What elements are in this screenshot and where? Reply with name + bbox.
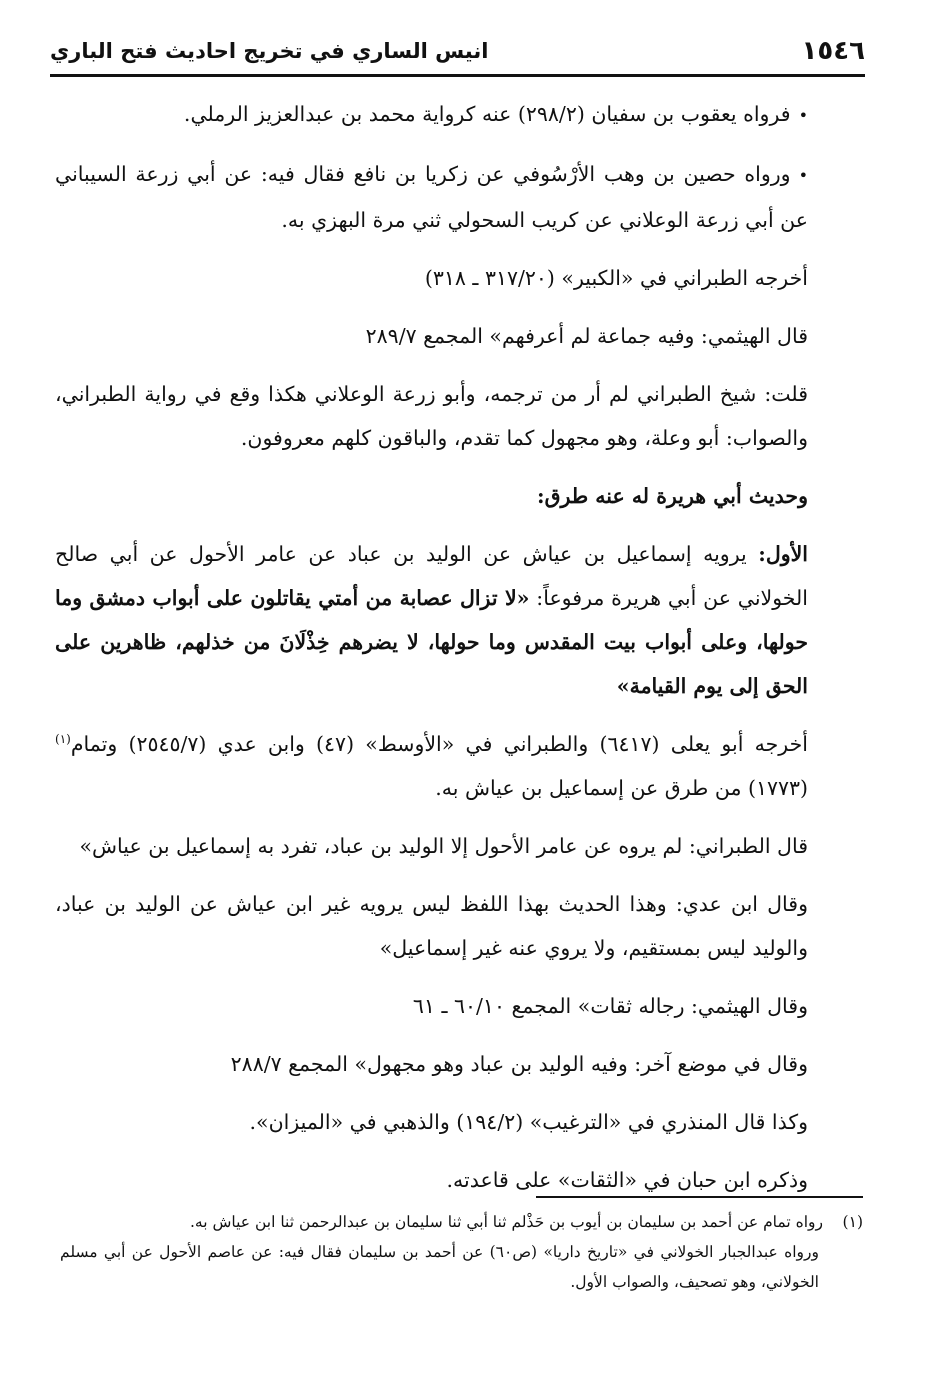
paragraph-takhrij (55, 722, 863, 810)
paragraph-husayn-riwaya (55, 152, 863, 242)
paragraph-first-route (55, 532, 863, 708)
footnote-1-first-line (60, 1207, 863, 1237)
paragraph-tabarani-comment: قال الطبراني: لم يروه عن عامر الأحول إلا الوليد بن عباد، تفرد به إسماعيل بن عياش» (79, 834, 808, 858)
page-number: ١٥٤٦ (801, 36, 865, 66)
footnotes (60, 1207, 863, 1297)
main-text (55, 92, 863, 1216)
route-label: الأول: (758, 542, 808, 566)
page-header (50, 30, 865, 72)
paragraph-text: يرويه إسماعيل بن عياش عن الوليد بن عباد عن عامر الأحول عن أبي صالح الخولاني عن أبي هريرة مرفوعاً: (55, 542, 808, 610)
footnote-1-continuation: ورواه عبدالجبار الخولاني في «تاريخ داريا» (ص٦٠) عن أحمد بن سليمان فقال فيه: عن عاصم الأحول عن أبي مسلم الخولاني، وهو تصحيف، والصواب الأول. (60, 1243, 819, 1291)
paragraph-text: ورواه حصين بن وهب الأرْسُوفي عن زكريا بن نافع فقال فيه: عن أبي زرعة السيباني عن أبي زرعة الوعلاني عن كريب السحولي ثني مرة البهزي به. (55, 162, 808, 232)
footnote-number: (١) (842, 1213, 863, 1231)
paragraph-ibn-hibban: وذكره ابن حبان في «الثقات» على قاعدته. (446, 1168, 808, 1192)
paragraph-mundhiri: وكذا قال المنذري في «الترغيب» (١٩٤/٢) والذهبي في «الميزان». (249, 1110, 808, 1134)
paragraph-text: (١٧٧٣) من طرق عن إسماعيل بن عياش به. (435, 776, 808, 800)
header-rule (50, 74, 865, 77)
paragraph-tabarani-kabir: أخرجه الطبراني في «الكبير» (٣١٧/٢٠ ـ ٣١٨) (424, 266, 808, 290)
footnote-ref[interactable]: (١) (55, 732, 71, 747)
paragraph-haythami-3: وقال في موضع آخر: وفيه الوليد بن عباد وهو مجهول» المجمع ٢٨٨/٧ (230, 1052, 808, 1076)
paragraph-ibn-adi: وقال ابن عدي: وهذا الحديث بهذا اللفظ ليس يرويه غير ابن عياش عن الوليد بن عباد، والوليد ليس بمستقيم، ولا يروي عنه غير إسماعيل» (55, 892, 809, 960)
bullet-icon: • (798, 166, 808, 185)
paragraph-yaqub-riwaya (55, 92, 863, 138)
section-heading-abu-hurayra: وحديث أبي هريرة له عنه طرق: (537, 484, 808, 508)
paragraph-text: أخرجه أبو يعلى (٦٤١٧) والطبراني في «الأوسط» (٤٧) وابن عدي (٢٥٤٥/٧) وتمام (70, 732, 808, 756)
running-title: انيس الساري في تخريج احاديث فتح الباري (50, 39, 489, 63)
bullet-icon: • (798, 106, 808, 125)
footnote-separator (536, 1196, 863, 1198)
footnote-text: رواه تمام عن أحمد بن سليمان بن أيوب بن حَذْلم ثنا أبي ثنا سليمان بن عبدالرحمن ثنا ابن عياش به. (190, 1213, 823, 1231)
paragraph-haythami-1: قال الهيثمي: وفيه جماعة لم أعرفهم» المجمع ٢٨٩/٧ (365, 324, 808, 348)
paragraph-qultu: قلت: شيخ الطبراني لم أر من ترجمه، وأبو زرعة الوعلاني هكذا وقع في رواية الطبراني، والصواب: أبو وعلة، وهو مجهول كما تقدم، والباقون كلهم معروفون. (55, 382, 808, 450)
paragraph-haythami-2: وقال الهيثمي: رجاله ثقات» المجمع ٦٠/١٠ ـ ٦١ (412, 994, 808, 1018)
hadith-quote: «لا تزال عصابة من أمتي يقاتلون على أبواب دمشق وما حولها، وعلى أبواب بيت المقدس وما حولها، لا يضرهم خِذْلَانَ من خذلهم، ظاهرين على الحق إلى يوم القيامة» (55, 586, 808, 698)
paragraph-text: فرواه يعقوب بن سفيان (٢٩٨/٢) عنه كرواية محمد بن عبدالعزيز الرملي. (183, 102, 791, 126)
